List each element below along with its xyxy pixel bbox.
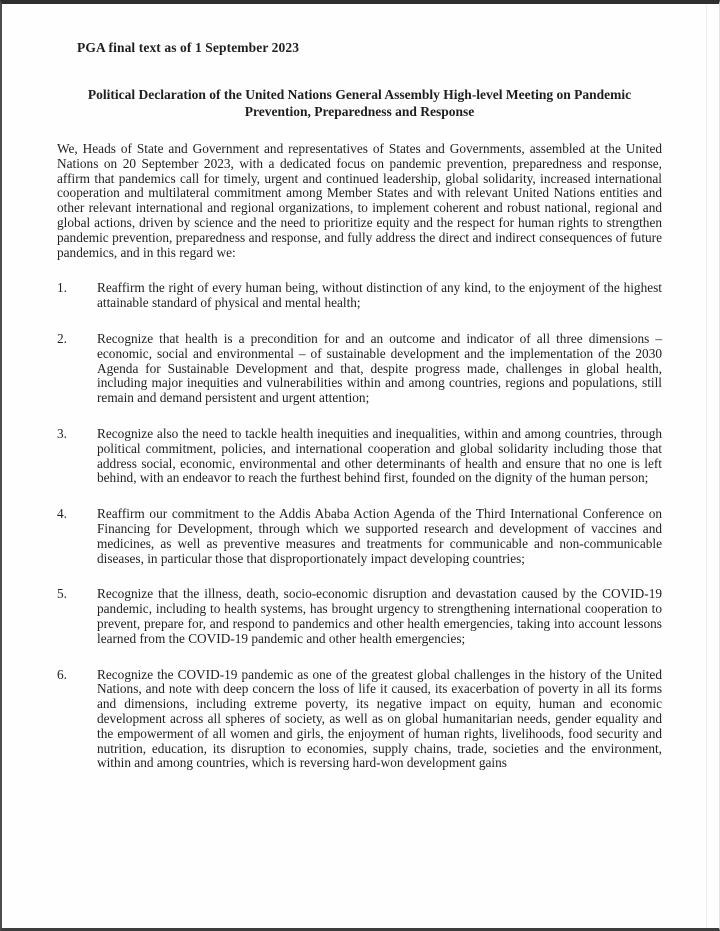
paragraph-text: Recognize that the illness, death, socio-economic disruption and devastation caused by the COVID-19 pandemic, including to health systems, has brought urgency to strengthening international cooperation to prevent, prepare for, and respond to pandemics and other health emergencies, taking into account lessons learned from the COVID-19 pandemic and other health emergencies;	[97, 586, 662, 646]
document-version-note: PGA final text as of 1 September 2023	[77, 40, 300, 55]
preamble-paragraph: We, Heads of State and Government and representatives of States and Governments, assembled at the United Nations on 20 September 2023, with a dedicated focus on pandemic prevention, preparedness and response, affirm that pandemics call for timely, urgent and continued leadership, global solidarity, increased international cooperation and multilateral commitment among Member States and with relevant United Nations entities and other relevant international and regional organizations, to implement coherent and robust national, regional and global actions, driven by science and the need to prioritize equity and the respect for human rights to strengthen pandemic prevention, preparedness and response, and fully address the direct and indirect consequences of future pandemics, and in this regard we:	[57, 141, 662, 260]
numbered-paragraph-1	[57, 281, 662, 311]
paragraph-text: Recognize the COVID-19 pandemic as one of the greatest global challenges in the history of the United Nations, and note with deep concern the loss of life it caused, its exacerbation of poverty in all its forms and dimensions, including extreme poverty, its negative impact on equity, human and economic development across all spheres of society, as well as on global humanitarian needs, gender equality and the empowerment of all women and girls, the enjoyment of human rights, livelihoods, food security and nutrition, education, its disruption to economies, supply chains, trade, societies and the environment, within and among countries, which is reversing hard-won development gains	[97, 666, 662, 771]
paragraph-text: Recognize that health is a precondition for and an outcome and indicator of all three dimensions – economic, social and environmental – of sustainable development and the implementation of the 2030 Agenda for Sustainable Development and that, despite progress made, challenges in global health, including major inequities and vulnerabilities within and among countries, regions and populations, still remain and demand persistent and urgent attention;	[97, 330, 662, 406]
numbered-paragraph-4	[57, 507, 662, 566]
numbered-paragraph-3	[57, 427, 662, 486]
paragraph-text: Recognize also the need to tackle health inequities and inequalities, within and among countries, through political commitment, policies, and international cooperation and global solidarity including those that address social, economic, environmental and other determinants of health and ensure that no one is left behind, with an endeavor to reach the furthest behind first, founded on the dignity of the human person;	[97, 425, 662, 486]
numbered-paragraph-5	[57, 587, 662, 646]
numbered-paragraph-6	[57, 668, 662, 772]
paragraph-number: 5.	[57, 586, 67, 602]
page-content	[2, 4, 719, 771]
paragraph-number: 4.	[57, 506, 67, 522]
document-title-line-2: Prevention, Preparedness and Response	[244, 104, 475, 119]
paragraph-number: 1.	[57, 280, 67, 296]
paragraph-number: 3.	[57, 425, 67, 441]
paragraph-number: 2.	[57, 330, 67, 346]
paragraph-number: 6.	[57, 666, 67, 682]
paragraph-text: Reaffirm our commitment to the Addis Ababa Action Agenda of the Third International Conference on Financing for Development, through which we supported research and development of vaccines and medicines, as well as preventive measures and treatments for communicable and non-communicable diseases, in particular those that disproportionately impact developing countries;	[97, 506, 662, 566]
document-title-line-1: Political Declaration of the United Nations General Assembly High-level Meeting on Pandemic	[87, 87, 632, 102]
numbered-paragraph-2	[57, 332, 662, 406]
document-title	[57, 86, 662, 120]
paragraph-text: Reaffirm the right of every human being, without distinction of any kind, to the enjoyment of the highest attainable standard of physical and mental health;	[97, 280, 662, 311]
